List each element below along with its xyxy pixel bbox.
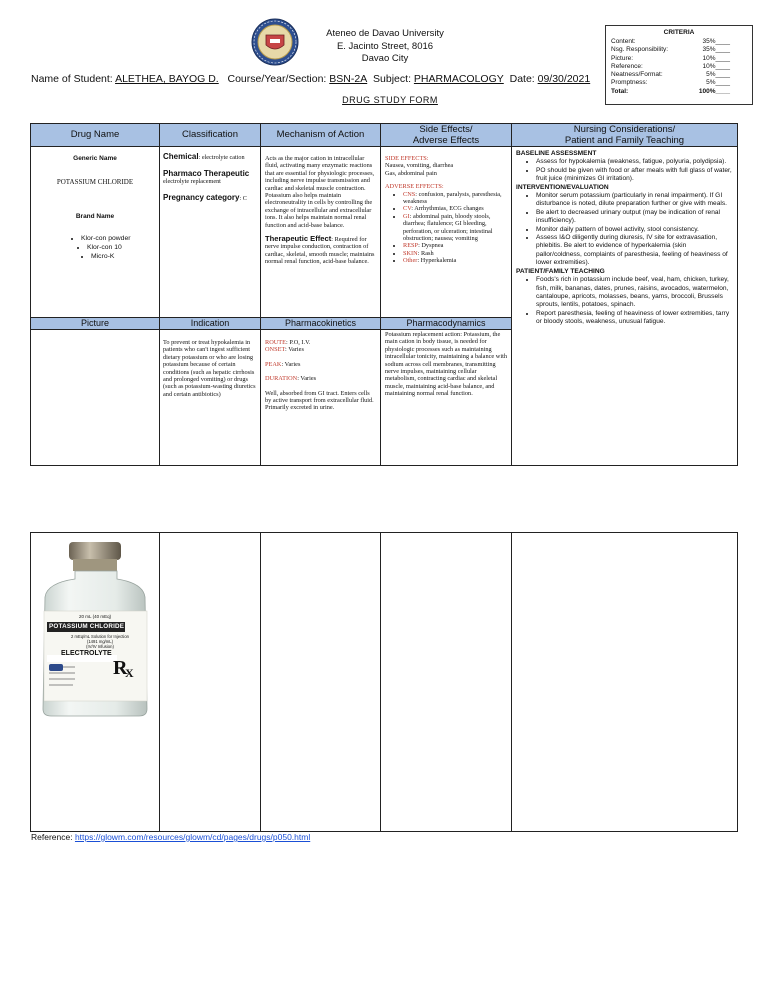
teaching-title: PATIENT/FAMILY TEACHING	[516, 267, 605, 275]
pregnancy-value: : C	[239, 195, 247, 202]
classification-cell	[159, 146, 261, 318]
duration-value: : Varies	[297, 375, 317, 383]
criteria-row: Reference: 10%____	[611, 62, 730, 70]
course-value: BSN-2A	[329, 73, 368, 85]
peak-label: PEAK	[265, 360, 282, 368]
reference-label: Reference:	[31, 832, 75, 842]
criteria-row: Neatness/Format: 5%____	[611, 71, 730, 79]
adverse-effect-item: • CV: Arrhythmias, ECG changes	[403, 205, 508, 212]
student-name-value: ALETHEA, BAYOG D.	[115, 73, 219, 85]
pharmacokinetics-cell	[260, 329, 381, 466]
header-pharmacokinetics: Pharmacokinetics	[260, 317, 381, 330]
baseline-title: BASELINE ASSESSMENT	[516, 150, 597, 157]
teaching-item: • Foods's rich in potassium include beef, veal, ham, chicken, turkey, fish, milk, bananas, dates, prunes, raisins, avocados, watermelon, cantaloupe, apricots, molasses, beans, yams, broccoli, Brussels sprouts, lentils, potatoes, spinach.	[536, 276, 733, 310]
subject-label: Subject:	[373, 73, 414, 85]
header-nursing-line2: Patient and Family Teaching	[564, 135, 685, 146]
criteria-box	[605, 25, 753, 105]
mechanism-text: Acts as the major cation in intracellular fluid, activating many enzymatic reactions that are essential for physiologic processes, including nerve impulse transmission and cardiac and skeletal muscle contraction. Potassium also helps maintain electroneutrality in cells by controlling the exchange of intracellular and extracellular ions. It also helps maintain normal renal function and acid-base balance.	[265, 155, 375, 229]
adverse-effect-item: • SKIN: Rash	[403, 250, 508, 257]
adverse-effects-label: ADVERSE EFFECTS:	[385, 183, 444, 191]
vial-rx-symbol: R	[113, 657, 128, 679]
brand-item: • Klor-con powder	[81, 234, 159, 243]
vial-rx-symbol-sub: X	[125, 666, 134, 680]
brand-list	[31, 234, 159, 261]
adverse-effect-item: • CNS: confusion, paralysis, paresthesia, weakness	[403, 191, 508, 206]
intervention-title: INTERVENTION/EVALUATION	[516, 183, 609, 191]
date-value: 09/30/2021	[537, 73, 591, 85]
route-label: ROUTE	[265, 339, 286, 346]
teaching-list	[516, 276, 733, 326]
vial-drug-name: POTASSIUM CHLORIDE	[49, 623, 125, 630]
criteria-row: Promptness: 5%____	[611, 79, 730, 87]
criteria-row: Content: 35%____	[611, 38, 730, 45]
second-table-cell	[159, 532, 261, 832]
second-table-cell	[260, 532, 381, 832]
vial-desc-line: 2 mEq/mL Solution for Injection	[70, 634, 130, 639]
university-seal-logo	[250, 17, 300, 67]
generic-name-value: POTASSIUM CHLORIDE	[56, 178, 134, 186]
peak-value: : Varies	[281, 360, 301, 368]
intervention-item: • Monitor daily pattern of bowel activity, stool consistency.	[536, 226, 733, 234]
adverse-effects-list	[385, 191, 508, 265]
brand-item: • Micro-K	[91, 252, 159, 261]
form-title: DRUG STUDY FORM	[342, 95, 438, 105]
reference-link[interactable]: https://glowm.com/resources/glowm/cd/pages/drugs/p050.html	[74, 832, 311, 842]
baseline-item: • Assess for hypokalemia (weakness, fatigue, polyuria, polydipsia).	[536, 158, 733, 166]
duration-label: DURATION	[265, 375, 298, 383]
mechanism-cell	[260, 146, 381, 318]
reference-line	[31, 832, 310, 842]
pregnancy-label: Pregnancy category	[163, 193, 240, 202]
vial-desc-line: (IV/IV Infusion)	[86, 644, 114, 649]
nursing-cell	[511, 146, 738, 466]
baseline-item: • PO should be given with food or after meals with full glass of water, fruit juice (minimizes GI irritation).	[536, 167, 733, 184]
generic-name-label: Generic Name	[73, 155, 117, 162]
picture-cell	[30, 329, 160, 466]
side-effects-label: SIDE EFFECTS:	[385, 155, 429, 162]
subject-value: PHARMACOLOGY	[413, 73, 504, 85]
absorption-text: Well, absorbed from GI tract. Enters cells by active transport from extracellular fluid. Primarily excreted in urine.	[265, 389, 374, 412]
second-table-cell	[380, 532, 512, 832]
teaching-item: • Report paresthesia, feeling of heaviness of lower extremities, tarry or bloody stools, weakness, unusual fatigue.	[536, 310, 733, 327]
side-effects-line: Nausea, vomiting, diarrhea	[385, 162, 454, 170]
header-side-effects-line2: Adverse Effects	[412, 135, 480, 146]
onset-label: ONSET	[265, 346, 285, 354]
adverse-effect-item: • GI: abdominal pain, bloody stools, diarrhea; flatulence; GI bleeding, perforation, or ulceration; intestinal obstruction; nausea; vomiting	[403, 213, 508, 243]
pharmacodynamics-text: Potassium replacement action: Potassium, the main cation in body tissue, is needed for physiologic processes such as maintaining intracellular tonicity, maintaining a balance with sodium across cell membranes, transmitting nerve impulses, maintaining cellular metabolism, contracting cardiac and skeletal muscle, maintaining acid-base balance, and maintaining normal renal function.	[385, 331, 507, 398]
onset-value: : Varies	[284, 346, 304, 354]
pharmacodynamics-cell	[380, 329, 512, 466]
therapeutic-effect-label: Therapeutic Effect	[265, 234, 332, 244]
vial-electrolyte-label: ELECTROLYTE	[61, 650, 112, 657]
student-info-line	[31, 73, 590, 85]
header-nursing-line1: Nursing Considerations/	[573, 124, 676, 135]
vial-volume: 20 mL (40 mEq)	[79, 614, 112, 619]
potassium-chloride-vial-image	[35, 539, 157, 719]
intervention-item: • Be alert to decreased urinary output (may be indication of renal insufficiency).	[536, 209, 733, 226]
header-classification: Classification	[159, 123, 261, 147]
header-mechanism: Mechanism of Action	[260, 123, 381, 147]
pharma-value: electrolyte replacement	[163, 178, 221, 185]
indication-text: To prevent or treat hypokalemia in patients who can't ingest sufficient dietary potassium or who are losing potassium because of certain conditions (such as hepatic cirrhosis and prolonged vomiting) or drugs (such as potassium-wasting diuretics and certain antibiotics)	[163, 339, 256, 398]
chemical-value: : electrolyte cation	[198, 154, 245, 161]
second-table-cell	[511, 532, 738, 832]
chemical-label: Chemical	[163, 152, 199, 161]
brand-item: • Klor-con 10	[87, 243, 159, 252]
therapeutic-effect-value: : Required for nerve impulse conduction, contraction of cardiac, skeletal, smooth muscle; maintains normal renal function, acid-base balance.	[265, 236, 375, 266]
header-drug-name: Drug Name	[30, 123, 160, 147]
route-value: : P.O, I.V.	[286, 339, 311, 346]
baseline-list	[516, 158, 733, 183]
header-nursing	[511, 123, 738, 147]
name-label: Name of Student:	[31, 73, 116, 85]
adverse-effect-item: • RESP: Dyspnea	[403, 242, 508, 249]
indication-cell	[159, 329, 261, 466]
vial-description	[57, 634, 143, 649]
header-indication: Indication	[159, 317, 261, 330]
side-effects-line: Gas, abdominal pain	[385, 169, 437, 177]
header-side-effects	[380, 123, 512, 147]
adverse-effect-item: • Other: Hyperkalemia	[403, 257, 508, 264]
side-effects-cell	[380, 146, 512, 318]
vial-desc-line: (1491 mg/mL)	[86, 639, 114, 644]
university-city: Davao City	[361, 53, 409, 64]
header-pharmacodynamics: Pharmacodynamics	[380, 317, 512, 330]
university-address	[300, 28, 470, 66]
course-label: Course/Year/Section:	[227, 73, 330, 85]
date-label: Date:	[509, 73, 538, 85]
header-side-effects-line1: Side Effects/	[419, 124, 473, 135]
criteria-row: Picture: 10%____	[611, 54, 730, 62]
intervention-list	[516, 192, 733, 268]
brand-name-label: Brand Name	[75, 213, 115, 220]
university-street: E. Jacinto Street, 8016	[336, 40, 434, 52]
drug-name-cell	[30, 146, 160, 318]
criteria-row: Nsg. Responsibility: 35%____	[611, 46, 730, 54]
intervention-item: • Assess I&O diligently during diuresis, IV site for extravasation, phlebitis. Be alert to evidence of hyperkalemia (skin pallor/coldness, complaints of paresthesia, feeling of heaviness of lower extremities).	[536, 234, 733, 268]
header-picture: Picture	[30, 317, 160, 330]
intervention-item: • Monitor serum potassium (particularly in renal impairment). If GI disturbance is noted, dilute preparation further or give with meals.	[536, 192, 733, 209]
criteria-total-row: Total: 100%____	[611, 87, 730, 95]
pharma-label: Pharmaco Therapeutic	[163, 169, 250, 178]
criteria-title: CRITERIA	[663, 29, 695, 36]
university-name: Ateneo de Davao University	[326, 28, 444, 39]
